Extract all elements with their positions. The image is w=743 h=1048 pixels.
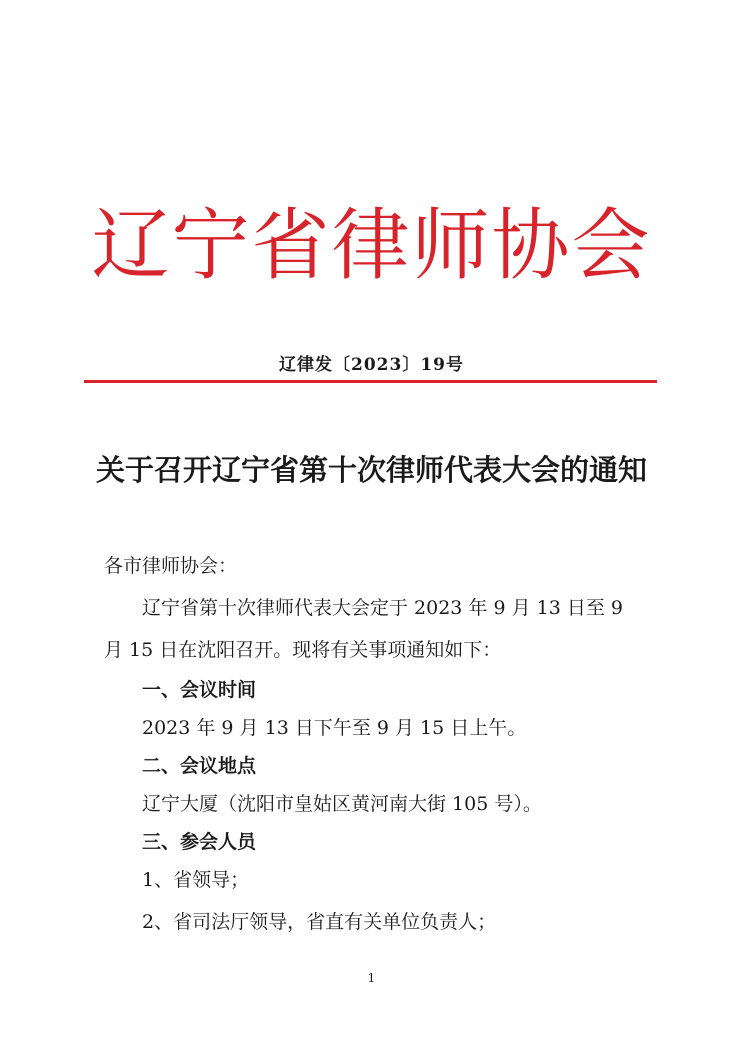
document-number: 辽律发〔2023〕19号: [279, 355, 464, 375]
letterhead-org-name: 辽宁省律师协会: [91, 201, 652, 291]
salutation: 各市律师协会：: [104, 555, 238, 577]
attendee-item-1: 1、省领导；: [142, 869, 250, 891]
meeting-venue-text: 辽宁大厦（沈阳市皇姑区黄河南大街 105 号）。: [142, 793, 542, 815]
page-number: 1: [367, 971, 376, 985]
notice-title: 关于召开辽宁省第十次律师代表大会的通知: [95, 453, 647, 487]
letterhead-red-rule: [84, 380, 657, 383]
meeting-time-text: 2023 年 9 月 13 日下午至 9 月 15 日上午。: [142, 717, 527, 739]
attendee-item-2: 2、省司法厅领导，省直有关单位负责人；: [142, 911, 497, 933]
section-heading-meeting-time: 一、会议时间: [142, 679, 257, 701]
intro-paragraph-line-2: 月 15 日在沈阳召开。现将有关事项通知如下：: [104, 639, 502, 661]
section-heading-meeting-venue: 二、会议地点: [142, 755, 257, 777]
section-heading-attendees: 三、参会人员: [142, 831, 257, 853]
intro-paragraph-line-1: 辽宁省第十次律师代表大会定于 2023 年 9 月 13 日至 9: [142, 597, 623, 619]
